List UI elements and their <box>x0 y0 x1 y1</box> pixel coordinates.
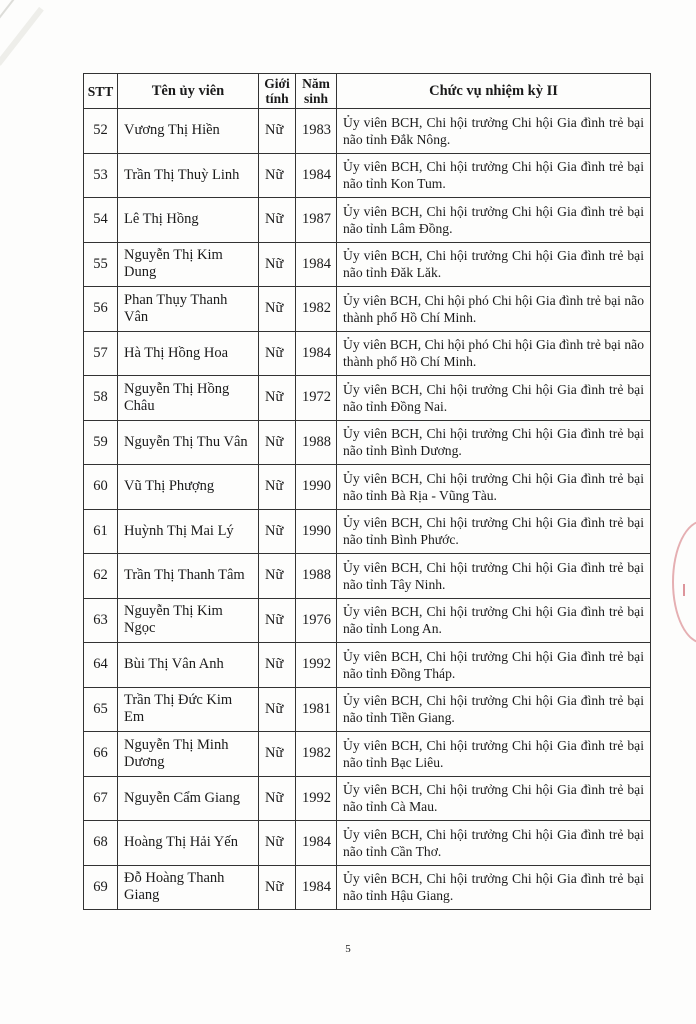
row-stt: 68 <box>84 821 118 866</box>
table-row <box>84 687 651 732</box>
row-name: Lê Thị Hồng <box>118 198 259 243</box>
row-name: Bùi Thị Vân Anh <box>118 643 259 688</box>
table-row <box>84 376 651 421</box>
table-row <box>84 420 651 465</box>
scan-artifact <box>0 7 44 66</box>
table-row <box>84 643 651 688</box>
row-name: Nguyễn Thị Kim Ngọc <box>118 598 259 643</box>
row-stt: 60 <box>84 465 118 510</box>
row-role: Ủy viên BCH, Chi hội phó Chi hội Gia đình trẻ bại não thành phố Hồ Chí Minh. <box>337 287 651 332</box>
row-stt: 56 <box>84 287 118 332</box>
red-seal-stamp <box>672 520 696 644</box>
row-gender: Nữ <box>259 776 296 821</box>
header-gender: Giới tính <box>259 74 296 109</box>
row-year: 1992 <box>296 643 337 688</box>
row-year: 1984 <box>296 153 337 198</box>
row-year: 1982 <box>296 732 337 777</box>
row-gender: Nữ <box>259 598 296 643</box>
row-role: Ủy viên BCH, Chi hội trưởng Chi hội Gia đình trẻ bại não tỉnh Lâm Đồng. <box>337 198 651 243</box>
row-role: Ủy viên BCH, Chi hội trưởng Chi hội Gia đình trẻ bại não tỉnh Bạc Liêu. <box>337 732 651 777</box>
row-gender: Nữ <box>259 109 296 154</box>
row-name: Nguyễn Thị Minh Dương <box>118 732 259 777</box>
table-row <box>84 554 651 599</box>
row-name: Nguyễn Thị Kim Dung <box>118 242 259 287</box>
row-gender: Nữ <box>259 643 296 688</box>
page-number: 5 <box>345 943 351 955</box>
row-name: Vương Thị Hiền <box>118 109 259 154</box>
header-stt: STT <box>84 74 118 109</box>
row-name: Nguyễn Cẩm Giang <box>118 776 259 821</box>
row-role: Ủy viên BCH, Chi hội phó Chi hội Gia đình trẻ bại não thành phố Hồ Chí Minh. <box>337 331 651 376</box>
header-year: Năm sinh <box>296 74 337 109</box>
row-name: Hoàng Thị Hải Yến <box>118 821 259 866</box>
row-gender: Nữ <box>259 242 296 287</box>
table-header-row <box>84 74 651 109</box>
row-stt: 52 <box>84 109 118 154</box>
row-year: 1987 <box>296 198 337 243</box>
row-stt: 55 <box>84 242 118 287</box>
row-stt: 61 <box>84 509 118 554</box>
row-year: 1992 <box>296 776 337 821</box>
row-gender: Nữ <box>259 331 296 376</box>
table-row <box>84 865 651 910</box>
row-name: Đỗ Hoàng Thanh Giang <box>118 865 259 910</box>
row-stt: 58 <box>84 376 118 421</box>
red-seal-mark <box>683 584 685 596</box>
row-gender: Nữ <box>259 865 296 910</box>
row-stt: 67 <box>84 776 118 821</box>
row-role: Ủy viên BCH, Chi hội trưởng Chi hội Gia đình trẻ bại não tỉnh Cần Thơ. <box>337 821 651 866</box>
row-name: Vũ Thị Phượng <box>118 465 259 510</box>
row-year: 1972 <box>296 376 337 421</box>
row-stt: 59 <box>84 420 118 465</box>
row-gender: Nữ <box>259 821 296 866</box>
row-name: Trần Thị Thuỳ Linh <box>118 153 259 198</box>
table-row <box>84 732 651 777</box>
row-name: Phan Thụy Thanh Vân <box>118 287 259 332</box>
table-row <box>84 509 651 554</box>
row-name: Nguyễn Thị Hồng Châu <box>118 376 259 421</box>
row-stt: 62 <box>84 554 118 599</box>
table-row <box>84 287 651 332</box>
table-body <box>84 109 651 910</box>
row-stt: 69 <box>84 865 118 910</box>
row-name: Trần Thị Đức Kim Em <box>118 687 259 732</box>
row-role: Ủy viên BCH, Chi hội trưởng Chi hội Gia đình trẻ bại não tỉnh Tiền Giang. <box>337 687 651 732</box>
header-name: Tên ủy viên <box>118 74 259 109</box>
row-role: Ủy viên BCH, Chi hội trưởng Chi hội Gia đình trẻ bại não tỉnh Đăk Lăk. <box>337 242 651 287</box>
row-role: Ủy viên BCH, Chi hội trưởng Chi hội Gia đình trẻ bại não tỉnh Cà Mau. <box>337 776 651 821</box>
row-role: Ủy viên BCH, Chi hội trưởng Chi hội Gia đình trẻ bại não tỉnh Đắk Nông. <box>337 109 651 154</box>
table-row <box>84 821 651 866</box>
row-year: 1982 <box>296 287 337 332</box>
row-year: 1990 <box>296 509 337 554</box>
row-role: Ủy viên BCH, Chi hội trưởng Chi hội Gia đình trẻ bại não tỉnh Bà Rịa - Vũng Tàu. <box>337 465 651 510</box>
table-row <box>84 109 651 154</box>
row-gender: Nữ <box>259 420 296 465</box>
header-role: Chức vụ nhiệm kỳ II <box>337 74 651 109</box>
row-name: Huỳnh Thị Mai Lý <box>118 509 259 554</box>
row-role: Ủy viên BCH, Chi hội trưởng Chi hội Gia đình trẻ bại não tỉnh Kon Tum. <box>337 153 651 198</box>
row-gender: Nữ <box>259 376 296 421</box>
row-year: 1984 <box>296 865 337 910</box>
row-gender: Nữ <box>259 287 296 332</box>
row-year: 1983 <box>296 109 337 154</box>
row-year: 1990 <box>296 465 337 510</box>
row-year: 1988 <box>296 554 337 599</box>
row-role: Ủy viên BCH, Chi hội trưởng Chi hội Gia đình trẻ bại não tỉnh Tây Ninh. <box>337 554 651 599</box>
row-gender: Nữ <box>259 687 296 732</box>
row-year: 1984 <box>296 821 337 866</box>
table-row <box>84 598 651 643</box>
row-year: 1984 <box>296 331 337 376</box>
row-gender: Nữ <box>259 509 296 554</box>
row-role: Ủy viên BCH, Chi hội trưởng Chi hội Gia đình trẻ bại não tỉnh Long An. <box>337 598 651 643</box>
row-year: 1984 <box>296 242 337 287</box>
row-stt: 66 <box>84 732 118 777</box>
row-stt: 64 <box>84 643 118 688</box>
row-stt: 54 <box>84 198 118 243</box>
row-gender: Nữ <box>259 153 296 198</box>
row-role: Ủy viên BCH, Chi hội trưởng Chi hội Gia đình trẻ bại não tỉnh Bình Dương. <box>337 420 651 465</box>
table-row <box>84 198 651 243</box>
row-year: 1976 <box>296 598 337 643</box>
row-gender: Nữ <box>259 465 296 510</box>
table-row <box>84 153 651 198</box>
row-gender: Nữ <box>259 198 296 243</box>
row-stt: 57 <box>84 331 118 376</box>
row-stt: 65 <box>84 687 118 732</box>
table-row <box>84 465 651 510</box>
row-role: Ủy viên BCH, Chi hội trưởng Chi hội Gia đình trẻ bại não tỉnh Đồng Tháp. <box>337 643 651 688</box>
row-role: Ủy viên BCH, Chi hội trưởng Chi hội Gia đình trẻ bại não tỉnh Hậu Giang. <box>337 865 651 910</box>
table-row <box>84 776 651 821</box>
row-role: Ủy viên BCH, Chi hội trưởng Chi hội Gia đình trẻ bại não tỉnh Đồng Nai. <box>337 376 651 421</box>
row-gender: Nữ <box>259 732 296 777</box>
row-name: Trần Thị Thanh Tâm <box>118 554 259 599</box>
row-stt: 53 <box>84 153 118 198</box>
table-row <box>84 331 651 376</box>
row-name: Hà Thị Hồng Hoa <box>118 331 259 376</box>
row-name: Nguyễn Thị Thu Vân <box>118 420 259 465</box>
row-gender: Nữ <box>259 554 296 599</box>
row-stt: 63 <box>84 598 118 643</box>
table-row <box>84 242 651 287</box>
committee-members-table <box>83 73 651 910</box>
row-role: Ủy viên BCH, Chi hội trưởng Chi hội Gia đình trẻ bại não tỉnh Bình Phước. <box>337 509 651 554</box>
row-year: 1988 <box>296 420 337 465</box>
row-year: 1981 <box>296 687 337 732</box>
